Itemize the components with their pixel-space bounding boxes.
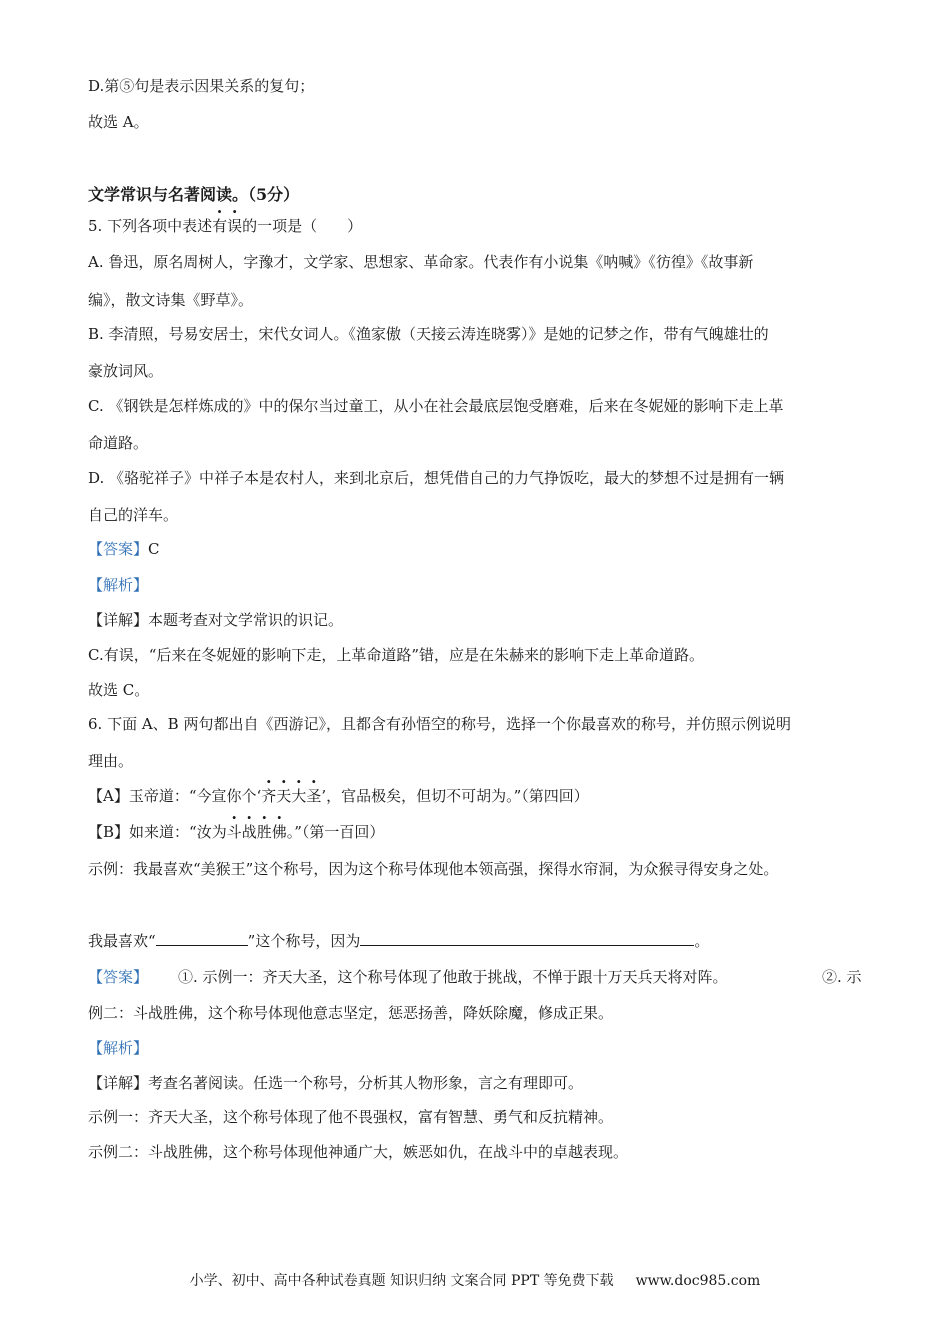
blank-title [156,931,248,946]
answer-value: C [148,540,160,558]
q5-stem [88,216,362,236]
q5-option-a-line2: 编》，散文诗集《野草》。 [88,291,254,309]
fill-pre: 我最喜欢“ [88,932,156,950]
emphasis-char: 战 [241,823,257,841]
detail-text: 考查名著阅读。任选一个称号，分析其人物形象，言之有理即可。 [148,1074,584,1092]
footer-text: 小学、初中、高中各种试卷真题 知识归纳 文案合同 PPT 等免费下载 [189,1273,614,1289]
detail-text: 本题考查对文学常识的识记。 [148,611,344,629]
q6-fill-line [88,931,709,951]
q5-option-c-line1: C. 《钢铁是怎样炼成的》中的保尔当过童工，从小在社会最底层饱受磨难，后来在冬妮娅的影响下走上革 [88,397,784,415]
emphasis-char: 误 [227,217,243,235]
q6-example-1: 示例一：齐天大圣，这个称号体现了他不畏强权，富有智慧、勇气和反抗精神。 [88,1108,614,1126]
answer-tag: 【答案】 [88,968,149,986]
emphasis-char: 有 [212,217,228,235]
q5-c-note: C.有误，“后来在冬妮娅的影响下走，上革命道路”错，应是在朱赫来的影响下走上革命道路。 [88,646,705,664]
answer-example-2-cont: 例二：斗战胜佛，这个称号体现他意志坚定，惩恶扬善，降妖除魔，修成正果。 [88,1004,614,1022]
fill-end: 。 [694,932,710,950]
q5-option-c-line2: 命道路。 [88,434,149,452]
option-d-note: D.第⑤句是表示因果关系的复句； [88,77,315,95]
choose-a: 故选 A。 [88,113,149,131]
q5-option-b-line2: 豪放词风。 [88,362,164,380]
sentence-tag: 【A】 [88,787,129,805]
q5-stem-pre: 5. 下列各项中表述 [88,217,213,235]
sentence-post: 。”（第一百回） [286,823,385,841]
detail-tag: 【详解】 [88,611,149,629]
sentence-pre: 玉帝道：“今宣你个‘ [128,787,262,805]
sentence-tag: 【B】 [88,823,130,841]
q5-choose: 故选 C。 [88,681,150,699]
q6-answer [88,967,728,987]
q5-analysis-tag: 【解析】 [88,576,149,594]
q5-option-d-line1: D. 《骆驼祥子》中祥子本是农村人，来到北京后，想凭借自己的力气挣饭吃，最大的梦想不过是拥有一辆 [88,469,785,487]
answer-tag: 【答案】 [88,540,149,558]
emphasis-char: 大 [291,787,307,805]
emphasis-char: 胜 [256,823,272,841]
answer-example-2-start: ②. 示 [822,968,862,986]
q5-option-d-line2: 自己的洋车。 [88,506,179,524]
emphasis-char: 齐 [261,787,277,805]
footer-url[interactable]: www.doc985.com [635,1273,761,1289]
emphasis-char: 佛 [271,823,287,841]
q6-analysis-tag: 【解析】 [88,1039,149,1057]
q6-sentence-b [88,822,384,842]
answer-example-1: ①. 示例一：齐天大圣，这个称号体现了他敢于挑战，不惮于跟十万天兵天将对阵。 [178,968,728,986]
section-title: 文学常识与名著阅读。（5分） [88,185,300,204]
blank-reason [360,931,694,946]
q6-example: 示例：我最喜欢“美猴王”这个称号，因为这个称号体现他本领高强，探得水帘洞，为众猴寻得安身之处。 [88,860,779,878]
page-footer [0,1270,950,1290]
emphasis-char: 圣 [306,787,322,805]
q6-detail [88,1073,583,1093]
emphasis-char: 天 [276,787,292,805]
detail-tag: 【详解】 [88,1074,149,1092]
q6-example-2: 示例二：斗战胜佛，这个称号体现他神通广大，嫉恶如仇，在战斗中的卓越表现。 [88,1143,629,1161]
q5-option-a-line1: A. 鲁迅，原名周树人，字豫才，文学家、思想家、革命家。代表作有小说集《呐喊》《彷徨》《故事新 [88,253,754,271]
q5-answer [88,539,160,559]
q5-detail [88,610,343,630]
fill-mid: ”这个称号，因为 [247,932,361,950]
q6-stem-line2: 理由。 [88,752,134,770]
q6-sentence-a [88,786,589,806]
emphasis-char: 斗 [226,823,242,841]
sentence-post: ’，官品极矣，但切不可胡为。”（第四回） [321,787,589,805]
sentence-pre: 如来道：“汝为 [129,823,227,841]
q5-stem-post: 的一项是（ ） [242,217,363,235]
q5-option-b-line1: B. 李清照，号易安居士，宋代女词人。《渔家傲（天接云涛连晓雾）》是她的记梦之作，带有气魄雄壮的 [88,325,769,343]
q6-stem-line1: 6. 下面 A、B 两句都出自《西游记》，且都含有孙悟空的称号，选择一个你最喜欢的称号，并仿照示例说明 [88,715,791,733]
